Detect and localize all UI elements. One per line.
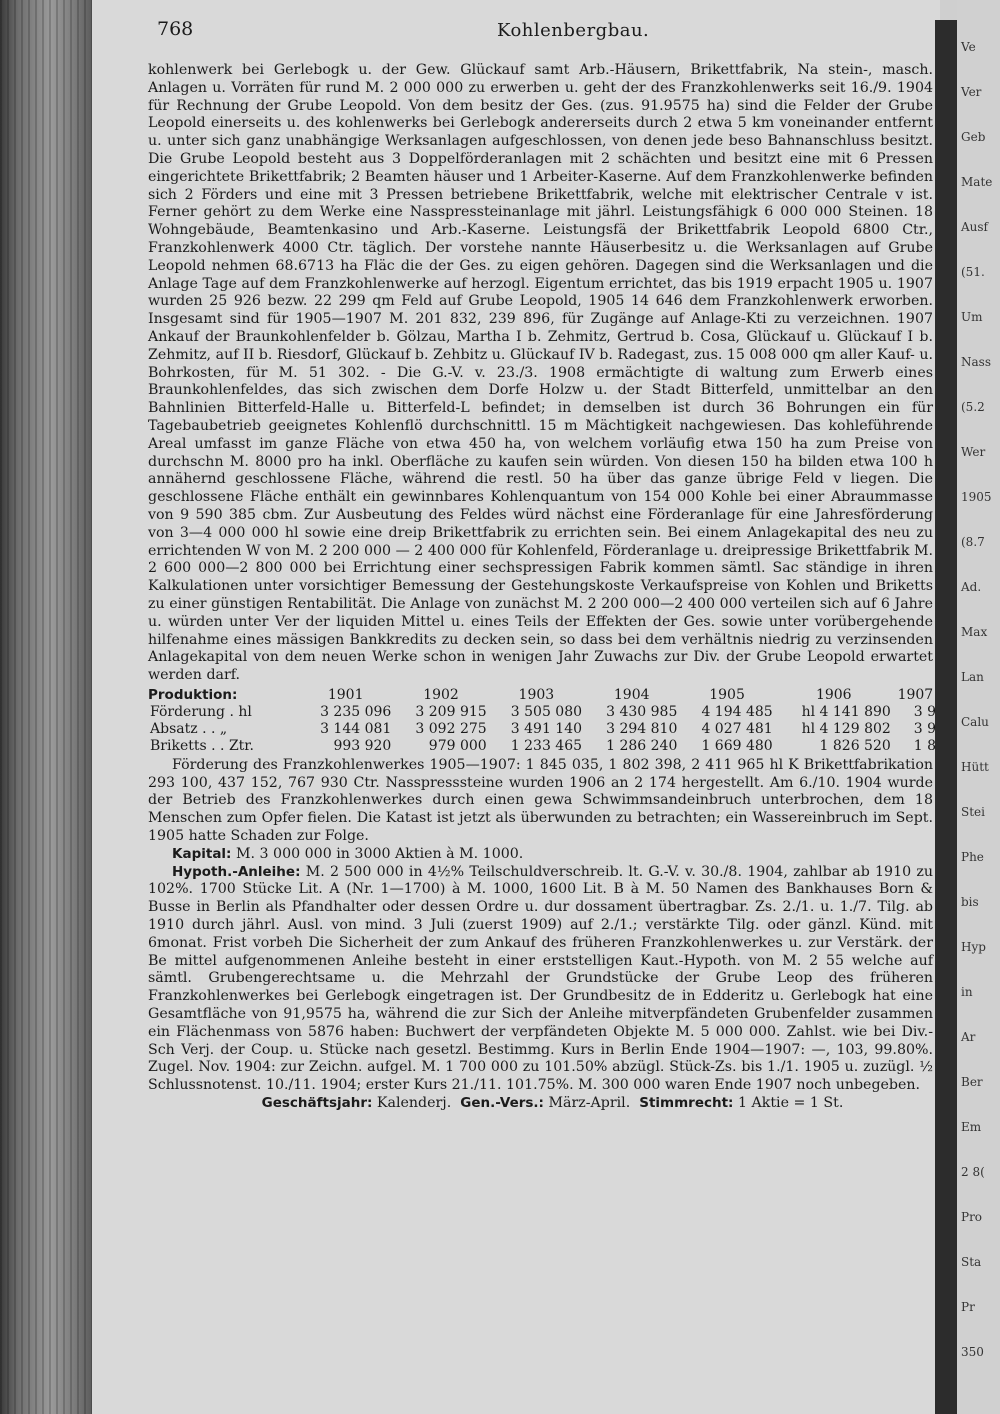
production-cell: 3 9	[913, 720, 936, 737]
adjacent-page-fragment: Mate	[961, 175, 993, 189]
adjacent-page-fragment: Wer	[961, 445, 986, 459]
production-row-name: Absatz	[150, 720, 198, 737]
geschaeftsjahr-label: Geschäftsjahr:	[261, 1095, 373, 1112]
adjacent-page-fragment: Calu	[961, 715, 989, 729]
stimmrecht-label: Stimmrecht:	[639, 1095, 734, 1112]
hypoth-text: M. 2 500 000 in 4½% Teilschuldverschreib. lt. G.-V. v. 30./8. 1904, zahlbar ab 1910 zu 102%. 1700 Stücke Lit. A (Nr. 1—1700) à M. 1000, 1600 Lit. B à M. 50 Namen des Bankhauses Born & Busse in Berlin als Pfandhalter oder dessen Ordre u. dur dossament übertragbar. Zs. 2./1. u. 1./7. Tilg. ab 1910 durch jährl. Ausl. von mind. 3 Juli (zuerst 1909) auf 2./1.; verstärkte Tilg. oder gänzl. Künd. mit 6monat. Frist vorbeh Die Sicherheit der zum Ankauf des früheren Franzkohlenwerkes u. zur Verstärk. der Be mittel aufgenommenen Anleihe besteht in einer erststelligen Kaut.-Hypoth. von M. 2 55 welche auf sämtl. Grubengerechtsame u. die Mehrzahl der Grundstücke der Grube Leop des früheren Franzkohlenwerkes bei Gerlebogk eingetragen ist. Der Grundbesitz de in Edderitz u. Gerlebogk hat eine Gesamtfläche von 91,9575 ha, während die zur Sich der Anleihe mitverpfändeten Grubenfelder zusammen ein Flächenmass von 5876 haben: Buchwert der verpfändeten Objekte M. 5 000 000. Zahlst. wie bei Div.-Sch Verj. der Coup. u. Stücke nach gesetzl. Bestimmg. Kurs in Berlin Ende 1904—1907: —, 103, 99.80%. Zugel. Nov. 1904: zur Zeichn. aufgel. M. 1 700 000 zu 101.50% abzügl. Stück-Zs. bis 1./1. 1905 u. zuzügl. ½ Schlussnotenst. 10./11. 1904; erster Kurs 21./11. 101.75%. M. 300 000 waren Ende 1907 noch unbegeben.	[148, 863, 933, 1094]
production-row-dots: . .	[202, 720, 216, 737]
production-row-unit: hl	[238, 703, 252, 720]
adjacent-page-fragment: Phe	[961, 850, 984, 864]
adjacent-page-fragment: Nass	[961, 355, 991, 369]
production-cell: 1 669 480	[701, 737, 773, 754]
production-cell: 4 027 481	[701, 720, 773, 737]
production-row-unit: „	[219, 720, 228, 737]
adjacent-page-fragment: Ausf	[961, 220, 988, 234]
production-cell: 1 233 465	[510, 737, 583, 754]
adjacent-page-fragment: (5.2	[961, 400, 985, 414]
adjacent-page-fragment: 350	[961, 1345, 984, 1359]
page-header	[157, 18, 917, 48]
adjacent-page-fragment: (51.	[961, 265, 985, 279]
adjacent-page-fragment: in	[961, 985, 973, 999]
production-cell: 3 092 275	[415, 720, 487, 737]
production-row	[148, 721, 938, 738]
production-row-label	[148, 721, 298, 738]
production-row	[148, 738, 938, 755]
page-gutter-shadow	[935, 20, 957, 1414]
production-cell: 3 9	[913, 703, 936, 720]
kapital-label: Kapital:	[172, 845, 232, 862]
body-text	[148, 62, 936, 1113]
year-1906: 1906	[815, 686, 852, 703]
production-cell: 3 144 081	[320, 720, 392, 737]
year-1904: 1904	[613, 686, 650, 703]
adjacent-page-fragment: Max	[961, 625, 988, 639]
production-row-name: Briketts	[150, 737, 207, 754]
spine-texture	[0, 0, 92, 1414]
adjacent-page-edge	[957, 0, 1000, 1414]
adjacent-page-fragment: Pro	[961, 1210, 983, 1224]
production-cell: hl 4 129 802	[801, 720, 891, 737]
production-cell: hl 4 141 890	[801, 703, 891, 720]
production-cell: 3 235 096	[320, 703, 392, 720]
footer-line	[148, 1095, 933, 1113]
year-1905: 1905	[709, 686, 745, 703]
adjacent-page-fragment: Pr	[961, 1300, 975, 1314]
production-cell: 3 505 080	[510, 703, 583, 720]
adjacent-page-fragment: Lan	[961, 670, 984, 684]
adjacent-page-fragment: Ber	[961, 1075, 983, 1089]
production-cell: 993 920	[333, 737, 392, 754]
adjacent-page-fragment: Ver	[961, 85, 982, 99]
book-spine	[0, 0, 92, 1414]
adjacent-page-fragment: Sta	[961, 1255, 982, 1269]
year-1901: 1901	[327, 686, 364, 703]
production-cell: 3 491 140	[510, 720, 583, 737]
production-cell: 1 826 520	[819, 737, 891, 754]
adjacent-page-fragment: 1905	[961, 490, 992, 504]
adjacent-page-fragment: Stei	[961, 805, 985, 819]
production-cell: 1 286 240	[606, 737, 678, 754]
production-header-row	[148, 687, 938, 704]
adjacent-page-fragment: Em	[961, 1120, 982, 1134]
production-row-unit: Ztr.	[228, 737, 254, 754]
paragraph-company-description: kohlenwerk bei Gerlebogk u. der Gew. Glückauf samt Arb.-Häusern, Brikettfabrik, Na stein-, masch. Anlagen u. Vorräten für rund M. 2 000 000 zu erwerben u. geht der des Franzkohlenwerks seit 16./9. 1904 für Rechnung der Grube Leopold. Von dem besitz der Ges. (zus. 91.9575 ha) sind die Felder der Grube Leopold einerseits u. des kohlenwerks bei Gerlebogk andererseits durch 2 etwa 5 km voneinander entfernt u. unter sich ganz unabhängige Werksanlagen aufgeschlossen, von denen jede beso Bahnanschluss besitzt. Die Grube Leopold besteht aus 3 Doppelförderanlagen mit 2 schächten und besitzt eine mit 6 Pressen eingerichtete Brikettfabrik; 2 Beamten häuser und 1 Arbeiter-Kaserne. Auf dem Franzkohlenwerke befinden sich 2 Förders und eine mit 3 Pressen betriebene Brikettfabrik, welche mit elektrischer Centrale v ist. Ferner gehört zu dem Werke eine Nasspressteinanlage mit jährl. Leistungsfähigk 6 000 000 Steinen. 18 Wohngebäude, Beamtenkasino und Arb.-Kaserne. Leistungsfä der Brikettfabrik Leopold 6800 Ctr., Franzkohlenwerk 4000 Ctr. täglich. Der vorstehe nannte Häuserbesitz u. die Werksanlagen auf Grube Leopold nehmen 68.6713 ha Fläc die der Ges. zu eigen gehören. Dagegen sind die Werksanlagen und die Anlage Tage auf dem Franzkohlenwerke auf herzogl. Eigentum errichtet, das bis 1919 erpacht 1905 u. 1907 wurden 25 926 bezw. 22 299 qm Feld auf Grube Leopold, 1905 14 646 dem Franzkohlenwerk erworben. Insgesamt sind für 1905—1907 M. 201 832, 239 896, für Zugänge auf Anlage-Kti zu verzeichnen. 1907 Ankauf der Braunkohlenfelder b. Gölzau, Martha I b. Zehmitz, Gertrud b. Cosa, Glückauf u. Glückauf I b. Zehmitz, auf II b. Riesdorf, Glückauf b. Zehbitz u. Glückauf IV b. Radegast, zus. 15 008 000 qm aller Kauf- u. Bohrkosten, für M. 51 302. - Die G.-V. v. 23./3. 1908 ermächtigte di waltung zum Erwerb eines Braunkohlenfeldes, das sich zwischen dem Dorfe Holzw u. der Stadt Bitterfeld, unmittelbar an den Bahnlinien Bitterfeld-Halle u. Bitterfeld-L befindet; in demselben ist durch 36 Bohrungen ein für Tagebaubetrieb geeignetes Kohlenflö durchschnittl. 15 m Mächtigkeit nachgewiesen. Das kohleführende Areal umfasst im ganze Fläche von etwa 450 ha, von welchem vorläufig etwa 150 ha zum Preise von durchschn M. 8000 pro ha inkl. Oberfläche zu kaufen sein würden. Von diesen 150 ha bilden etwa 100 h annähernd geschlossene Fläche, während die restl. 50 ha über das ganze übrige Feld v liegen. Die geschlossene Fläche enthält ein gewinnbares Kohlenquantum von 154 000 Kohle bei einer Abraummasse von 9 590 385 cbm. Zur Ausbeutung des Feldes würd nächst eine Förderanlage für eine Jahresförderung von 3—4 000 000 hl sowie eine dreip Brikettfabrik zu errichten sein. Bei einem Anlagekapital des neu zu errichtenden W von M. 2 200 000 — 2 400 000 für Kohlenfeld, Förderanlage u. dreipressige Brikettfabrik M. 2 600 000—2 800 000 bei Errichtung einer sechspressigen Fabrik kommen sämtl. Sac ständige in ihren Kalkulationen unter vorsichtiger Bemessung der Gestehungskoste Verkaufspreise von Kohlen und Briketts zu einer günstigen Rentabilität. Die Anlage von zunächst M. 2 200 000—2 400 000 verteilen sich auf 6 Jahre u. würden unter Ver der liquiden Mittel u. eines Teils der Effekten der Ges. sowie unter vorübergehende hilfenahme eines mässigen Bankkredits zu decken sein, so dass bei dem verhältnis niedrig zu verzinsenden Anlagekapital von dem neuen Werke schon in wenigen Jahr Zuwachs zur Div. der Grube Leopold erwartet werden darf.	[148, 62, 933, 684]
year-1903: 1903	[518, 686, 555, 703]
production-row-label	[148, 738, 298, 755]
production-row-name: Förderung	[150, 703, 226, 720]
adjacent-page-fragment: Ar	[961, 1030, 976, 1044]
production-cell: 3 430 985	[606, 703, 678, 720]
adjacent-page-fragment: Hyp	[961, 940, 986, 954]
production-cell: 3 209 915	[415, 703, 487, 720]
year-1907: 1907	[897, 686, 934, 703]
production-label: Produktion:	[148, 686, 238, 703]
production-cell: 4 194 485	[701, 703, 773, 720]
page-number: 768	[157, 18, 194, 40]
adjacent-page-fragment: Ve	[961, 40, 976, 54]
running-head: Kohlenbergbau.	[497, 20, 650, 41]
adjacent-page-fragment: (8.7	[961, 535, 985, 549]
adjacent-page-fragment: 2 8(	[961, 1165, 985, 1179]
adjacent-page-fragment: Ad.	[961, 580, 982, 594]
gen-vers-label: Gen.-Vers.:	[460, 1095, 544, 1112]
production-row	[148, 704, 938, 721]
adjacent-page-fragment: Geb	[961, 130, 986, 144]
production-table	[148, 687, 938, 755]
production-row-dots: .	[229, 703, 234, 720]
production-cell: 3 294 810	[606, 720, 678, 737]
gen-vers-value: März-April.	[548, 1095, 631, 1112]
paragraph-kapital	[148, 846, 933, 864]
geschaeftsjahr-value: Kalenderj.	[376, 1095, 452, 1112]
kapital-text: M. 3 000 000 in 3000 Aktien à M. 1000.	[235, 845, 524, 862]
stimmrecht-value: 1 Aktie = 1 St.	[737, 1095, 844, 1112]
production-cell: 1 8	[913, 737, 936, 754]
production-row-dots: . .	[211, 737, 225, 754]
paragraph-hypoth-anleihe	[148, 864, 933, 1095]
production-cell: 979 000	[428, 737, 487, 754]
year-1902: 1902	[423, 686, 459, 703]
paragraph-franzkohlenwerk: Förderung des Franzkohlenwerkes 1905—1907: 1 845 035, 1 802 398, 2 411 965 hl K Brikettfabrikation 293 100, 437 152, 767 930 Ctr. Nasspresssteine wurden 1906 an 2 174 hergestellt. Am 6./10. 1904 wurde der Betrieb des Franzkohlenwerkes durch einen gewa Schwimmsandeinbruch unterbrochen, dem 18 Menschen zum Opfer fielen. Die Katast ist jetzt als überwunden zu betrachten; ein Wassereinbruch im Sept. 1905 hatte Schaden zur Folge.	[148, 756, 933, 845]
hypoth-label: Hypoth.-Anleihe:	[172, 863, 301, 880]
adjacent-page-fragment: Hütt	[961, 760, 989, 774]
adjacent-page-fragment: bis	[961, 895, 979, 909]
adjacent-page-fragment: Um	[961, 310, 983, 324]
production-row-label	[148, 704, 298, 721]
